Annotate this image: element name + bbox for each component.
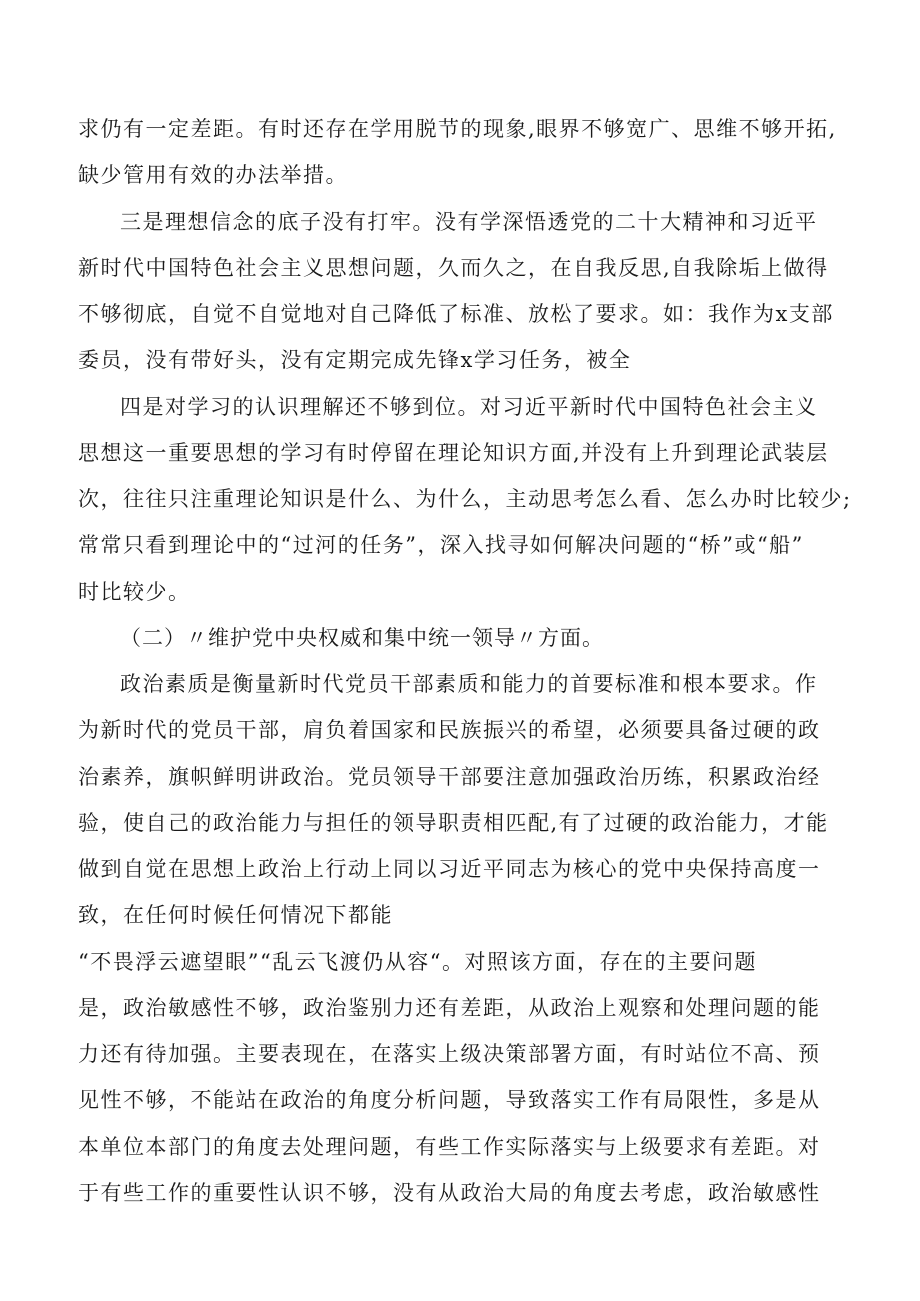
text-line: 是，政治敏感性不够，政治鉴别力还有差距，从政治上观察和处理问题的能 — [78, 996, 821, 1020]
text-line: 缺少管用有效的办法举措。 — [78, 163, 348, 187]
text-line: 做到自觉在思想上政治上行动上同以习近平同志为核心的党中央保持高度一 — [78, 857, 821, 881]
text-line: 委员，没有带好头，没有定期完成先锋x学习任务，被全 — [78, 348, 632, 372]
text-line: 验，使自己的政治能力与担任的领导职责相匹配,有了过硬的政治能力，才能 — [78, 811, 829, 835]
text-line: 致，在任何时候任何情况下都能 — [78, 903, 393, 927]
text-line: 本单位本部门的角度去处理问题，有些工作实际落实与上级要求有差距。对 — [78, 1135, 821, 1159]
text-line: 求仍有一定差距。有时还存在学用脱节的现象,眼界不够宽广、思维不够开拓, — [78, 117, 837, 141]
text-line: 新时代中国特色社会主义思想问题，久而久之，在自我反思,自我除垢上做得 — [78, 256, 829, 280]
text-line: 不够彻底，自觉不自觉地对自己降低了标准、放松了要求。如：我作为x支部 — [78, 302, 834, 326]
text-line: 力还有待加强。主要表现在，在落实上级决策部署方面，有时站位不高、预 — [78, 1042, 821, 1066]
text-line: “不畏浮云遮望眼”“乱云飞渡仍从容“。对照该方面，存在的主要问题 — [78, 950, 757, 974]
paragraph-start: 政治素质是衡量新时代党员干部素质和能力的首要标准和根本要求。作 — [120, 672, 818, 696]
text-line: 于有些工作的重要性认识不够，没有从政治大局的角度去考虑，政治敏感性 — [78, 1181, 821, 1205]
paragraph-start: 三是理想信念的底子没有打牢。没有学深悟透党的二十大精神和习近平 — [120, 210, 818, 234]
text-line: 常常只看到理论中的“过河的任务”，深入找寻如何解决问题的“桥”或“船” — [78, 533, 804, 557]
text-line: 见性不够，不能站在政治的角度分析问题，导致落实工作有局限性，多是从 — [78, 1088, 821, 1112]
text-line: 为新时代的党员干部，肩负着国家和民族振兴的希望，必须要具备过硬的政 — [78, 718, 821, 742]
text-line: 治素养，旗帜鲜明讲政治。党员领导干部要注意加强政治历练，积累政治经 — [78, 765, 821, 789]
text-line: 时比较少。 — [78, 580, 191, 604]
section-heading: （二）〃维护党中央权威和集中统一领导〃方面。 — [120, 626, 604, 650]
text-line: 次，往往只注重理论知识是什么、为什么，主动思考怎么看、怎么办时比较少; — [78, 487, 852, 511]
text-line: 思想这一重要思想的学习有时停留在理论知识方面,并没有上升到理论武装层 — [78, 441, 829, 465]
paragraph-start: 四是对学习的认识理解还不够到位。对习近平新时代中国特色社会主义 — [120, 395, 818, 419]
